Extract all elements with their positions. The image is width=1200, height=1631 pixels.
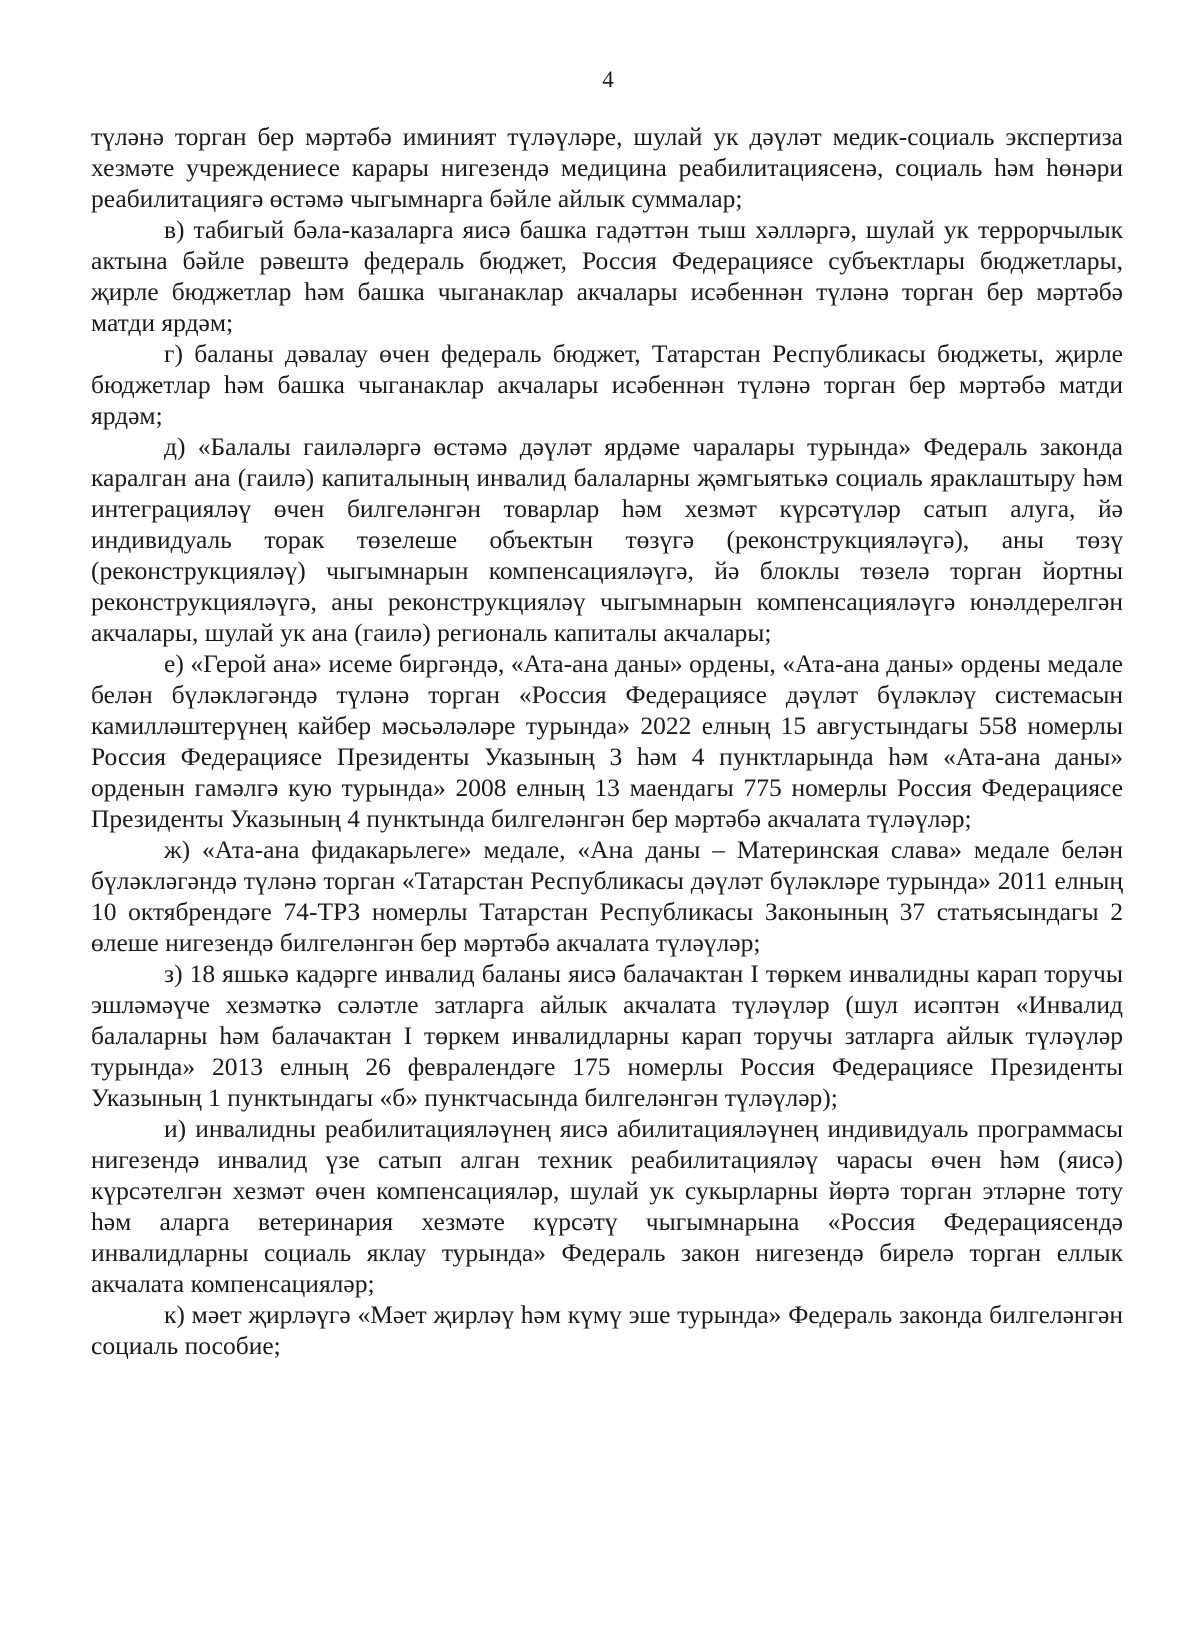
page-number: 4 — [602, 67, 614, 92]
paragraph-item-d: д) «Балалы гаиләләргә өстәмә дәүләт ярдәме чаралары турында» Федераль законда каралган ана (гаилә) капиталының инвалид балаларны җәмгыятькә социаль яраклаштыру һәм интеграцияләү өчен билгеләнгән товарлар һәм хезмәт күрсәтүләр сатып алуга, йә индивидуаль торак төзелеше объектын төзүгә (реконструкцияләүгә), аны төзү (реконструкцияләү) чыгымнарын компенсацияләүгә, йә блоклы төзелә торган йортны реконструкцияләүгә, аны реконструкцияләү чыгымнарын компенсацияләүгә юнәлдерелгән акчалары, шулай ук ана (гаилә) региональ капиталы акчалары; — [91, 432, 1123, 647]
paragraph-item-z: з) 18 яшькә кадәрге инвалид баланы яисә балачактан I төркем инвалидны карап торучы эшләмәүче хезмәткә сәләтле затларга айлык акчалата түләүләр (шул исәптән «Инвалид балаларны һәм балачактан I төркем инвалидларны карап торучы затларга айлык түләүләр турында» 2013 елның 26 февралендәге 175 номерлы Россия Федерациясе Президенты Указының 1 пунктындагы «б» пунктчасында билгеләнгән түләүләр); — [91, 959, 1123, 1112]
paragraph-item-i: и) инвалидны реабилитацияләүнең яисә абилитацияләүнең индивидуаль программасы нигезендә инвалид үзе сатып алган техник реабилитацияләү чарасы өчен һәм (яисә) күрсәтелгән хезмәт өчен компенсацияләр, шулай ук сукырларны йөртә торган этләрне тоту һәм аларга ветеринария хезмәте күрсәтү чыгымнарына «Россия Федерациясендә инвалидларны социаль яклау турында» Федераль закон нигезендә бирелә торган еллык акчалата компенсацияләр; — [91, 1114, 1123, 1298]
paragraph-item-g: г) баланы дәвалау өчен федераль бюджет, Татарстан Республикасы бюджеты, җирле бюджетлар һәм башка чыганаклар акчалары исәбеннән түләнә торган бер мәртәбә матди ярдәм; — [91, 339, 1123, 430]
paragraph-item-k: к) мәет җирләүгә «Мәет җирләү һәм күмү эше турында» Федераль законда билгеләнгән социаль пособие; — [91, 1300, 1123, 1360]
paragraph-item-e: е) «Герой ана» исеме биргәндә, «Ата-ана даны» ордены, «Ата-ана даны» ордены медале белән бүләкләгәндә түләнә торган «Россия Федерациясе дәүләт бүләкләү системасын камилләштерүнең кайбер мәсьәләләре турында» 2022 елның 15 августындагы 558 номерлы Россия Федерациясе Президенты Указының 3 һәм 4 пунктларында һәм «Ата-ана даны» орденын гамәлгә кую турында» 2008 елның 13 маендагы 775 номерлы Россия Федерациясе Президенты Указының 4 пунктында билгеләнгән бер мәртәбә акчалата түләүләр; — [91, 649, 1123, 833]
document-body — [91, 121, 1123, 1361]
paragraph-item-v: в) табигый бәла-казаларга яисә башка гадәттән тыш хәлләргә, шулай ук террорчылык актына бәйле рәвештә федераль бюджет, Россия Федерациясе субъектлары бюджетлары, җирле бюджетлар һәм башка чыганаклар акчалары исәбеннән түләнә торган бер мәртәбә матди ярдәм; — [91, 215, 1123, 337]
paragraph-item-zh: ж) «Ата-ана фидакарьлеге» медале, «Ана даны – Материнская слава» медале белән бүләкләгәндә түләнә торган «Татарстан Республикасы дәүләт бүләкләре турында» 2011 елның 10 октябрендәге 74-ТРЗ номерлы Татарстан Республикасы Законының 37 статьясындагы 2 өлеше нигезендә билгеләнгән бер мәртәбә акчалата түләүләр; — [91, 835, 1123, 957]
paragraph-continuation: түләнә торган бер мәртәбә иминият түләүләре, шулай ук дәүләт медик-социаль экспертиза хезмәте учреждениесе карары нигезендә медицина реабилитациясенә, социаль һәм һөнәри реабилитациягә өстәмә чыгымнарга бәйле айлык суммалар; — [91, 122, 1123, 213]
